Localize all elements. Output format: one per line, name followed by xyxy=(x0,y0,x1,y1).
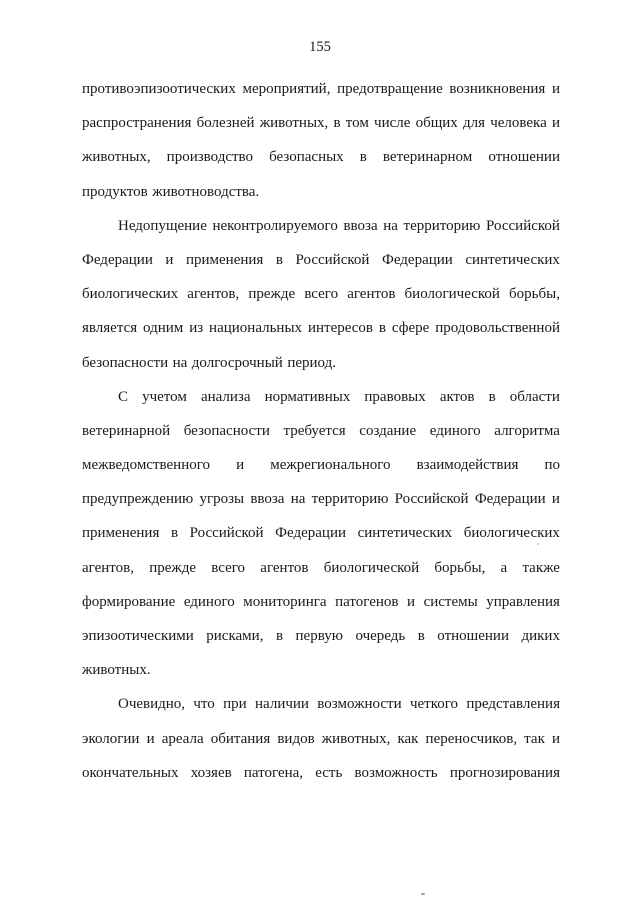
word: продуктов xyxy=(82,183,148,200)
word: анализа xyxy=(200,388,251,405)
word: борьбы, xyxy=(509,286,560,303)
text-line xyxy=(82,454,560,488)
word: безопасности xyxy=(82,354,169,371)
text-line xyxy=(82,78,560,112)
word: актов xyxy=(439,388,475,405)
word: человека xyxy=(490,115,547,132)
word: алгоритма xyxy=(494,422,560,439)
word: угрозы xyxy=(199,491,245,508)
text-line xyxy=(82,659,560,693)
word: очередь xyxy=(355,628,406,644)
word: при xyxy=(223,696,247,713)
word: первую xyxy=(295,628,343,644)
scan-artifact xyxy=(537,543,539,545)
word: продовольственной xyxy=(435,320,560,337)
word: системы xyxy=(423,593,478,610)
word: возникновения xyxy=(449,81,546,97)
word: отношении xyxy=(437,628,509,644)
word: животных, xyxy=(321,730,391,747)
word: прежде xyxy=(149,559,197,576)
word: Федерации xyxy=(275,525,346,542)
word: представления xyxy=(466,696,560,713)
word: хозяев xyxy=(190,764,232,781)
word: нормативных xyxy=(264,388,351,405)
word: в xyxy=(333,115,341,132)
word: том xyxy=(345,115,369,132)
word: взаимодействия xyxy=(416,457,519,474)
text-line xyxy=(82,762,560,796)
text-line xyxy=(82,625,560,659)
word: Федерации xyxy=(381,251,453,268)
word: мониторинга xyxy=(243,593,327,610)
word: а xyxy=(500,559,508,576)
word: в xyxy=(359,149,367,166)
word: и xyxy=(551,491,560,508)
text-line xyxy=(82,352,560,386)
word: агентов xyxy=(347,286,396,303)
text-line xyxy=(82,488,560,522)
word: так xyxy=(524,730,545,747)
text-line xyxy=(82,386,560,420)
word: в xyxy=(378,320,386,337)
page-number: 155 xyxy=(309,39,331,55)
word: требуется xyxy=(283,422,346,439)
word: животных, xyxy=(82,149,151,166)
word: из xyxy=(189,320,204,337)
word: в xyxy=(275,628,284,644)
word: и xyxy=(407,593,416,610)
text-line xyxy=(82,522,560,556)
word: по xyxy=(544,457,560,474)
word: всего xyxy=(211,559,246,576)
word: ввоза xyxy=(343,217,378,234)
word: территорию xyxy=(311,491,389,508)
word: также xyxy=(522,559,560,576)
text-line xyxy=(82,591,560,625)
word: биологической xyxy=(404,286,500,303)
word: наличии xyxy=(255,696,309,713)
word: долгосрочный xyxy=(191,354,283,371)
word: диких xyxy=(521,628,560,644)
word: окончательных xyxy=(82,764,179,781)
word: учетом xyxy=(142,388,187,405)
word: экологии xyxy=(82,730,140,747)
word: Федерации xyxy=(82,251,153,268)
word: Очевидно, xyxy=(118,696,186,713)
word: всего xyxy=(304,286,339,303)
word: ввоза xyxy=(250,491,285,508)
word: безопасности xyxy=(183,422,270,439)
text-line xyxy=(82,146,560,180)
word: видов xyxy=(277,730,315,747)
word: распространения xyxy=(82,115,192,132)
word: отношении xyxy=(488,149,560,166)
text-line xyxy=(82,317,560,351)
word: единого xyxy=(183,593,235,610)
word: применения xyxy=(185,251,264,268)
word: животных. xyxy=(82,662,151,679)
word: и xyxy=(551,81,560,97)
word: неконтролируемого xyxy=(212,217,338,234)
word: Федерации xyxy=(474,491,546,508)
word: прогнозирования xyxy=(449,764,560,781)
word: и xyxy=(146,730,155,747)
word: сфере xyxy=(391,320,430,337)
word: и xyxy=(551,730,560,747)
word: возможность xyxy=(354,764,438,781)
text-line xyxy=(82,728,560,762)
scan-artifact xyxy=(421,893,425,895)
word: ветеринарной xyxy=(82,422,171,439)
word: и xyxy=(551,115,560,132)
word: и xyxy=(236,457,245,474)
word: создание xyxy=(359,422,417,439)
word: территорию xyxy=(403,217,481,234)
word: формирование xyxy=(82,593,176,610)
word: на xyxy=(383,217,398,234)
text-line xyxy=(82,420,560,454)
word: агентов, xyxy=(187,286,240,303)
word: в xyxy=(170,525,179,542)
word: национальных xyxy=(209,320,303,337)
word: межведомственного xyxy=(82,457,211,474)
word: возможности xyxy=(317,696,402,713)
word: числе xyxy=(374,115,411,132)
word: С xyxy=(118,388,129,405)
word: правовых xyxy=(364,388,426,405)
word: на xyxy=(172,354,188,371)
word: эпизоотическими xyxy=(82,628,194,644)
word: Российской xyxy=(486,217,560,234)
text-line xyxy=(82,283,560,317)
word: единого xyxy=(429,422,481,439)
word: биологических xyxy=(82,286,179,303)
word: предупреждению xyxy=(82,491,194,508)
word: патогенов xyxy=(335,593,399,610)
word: патогена, xyxy=(243,764,304,781)
word: животноводства. xyxy=(152,183,260,200)
word: на xyxy=(290,491,306,508)
word: применения xyxy=(82,525,160,542)
text-line xyxy=(82,693,560,727)
word: ветеринарном xyxy=(382,149,473,166)
text-line xyxy=(82,215,560,249)
word: мероприятий, xyxy=(242,81,331,97)
word: в xyxy=(417,628,425,644)
word: Недопущение xyxy=(118,217,207,234)
word: синтетических xyxy=(465,251,560,268)
word: период. xyxy=(287,354,336,371)
word: в xyxy=(488,388,496,405)
word: в xyxy=(275,251,283,268)
text-line xyxy=(82,249,560,283)
word: общих xyxy=(415,115,458,132)
text-line xyxy=(82,112,560,146)
text-line xyxy=(82,181,560,215)
word: четкого xyxy=(409,696,458,713)
word: предотвращение xyxy=(337,81,443,97)
word: производство xyxy=(166,149,254,166)
word: противоэпизоотических xyxy=(82,81,236,97)
word: Российской xyxy=(295,251,370,268)
text-line xyxy=(82,557,560,591)
body-text xyxy=(82,78,560,796)
word: ареала xyxy=(161,730,204,747)
word: биологических xyxy=(463,525,560,542)
word: области xyxy=(509,388,560,405)
word: Российской xyxy=(394,491,469,508)
word: синтетических xyxy=(357,525,453,542)
word: интересов xyxy=(307,320,373,337)
word: животных, xyxy=(259,115,329,132)
word: что xyxy=(193,696,215,713)
word: прежде xyxy=(248,286,296,303)
word: одним xyxy=(143,320,184,337)
word: является xyxy=(82,320,138,337)
word: переносчиков, xyxy=(425,730,518,747)
word: управления xyxy=(486,593,560,610)
word: и xyxy=(165,251,174,268)
word: агентов, xyxy=(82,559,134,576)
word: есть xyxy=(315,764,343,781)
word: Российской xyxy=(189,525,264,542)
word: биологической xyxy=(323,559,420,576)
word: как xyxy=(397,730,419,747)
word: агентов xyxy=(260,559,309,576)
word: межрегионального xyxy=(270,457,391,474)
word: рисками, xyxy=(206,628,264,644)
word: болезней xyxy=(196,115,255,132)
word: борьбы, xyxy=(434,559,486,576)
word: безопасных xyxy=(269,149,344,166)
word: обитания xyxy=(210,730,271,747)
word: для xyxy=(463,115,486,132)
